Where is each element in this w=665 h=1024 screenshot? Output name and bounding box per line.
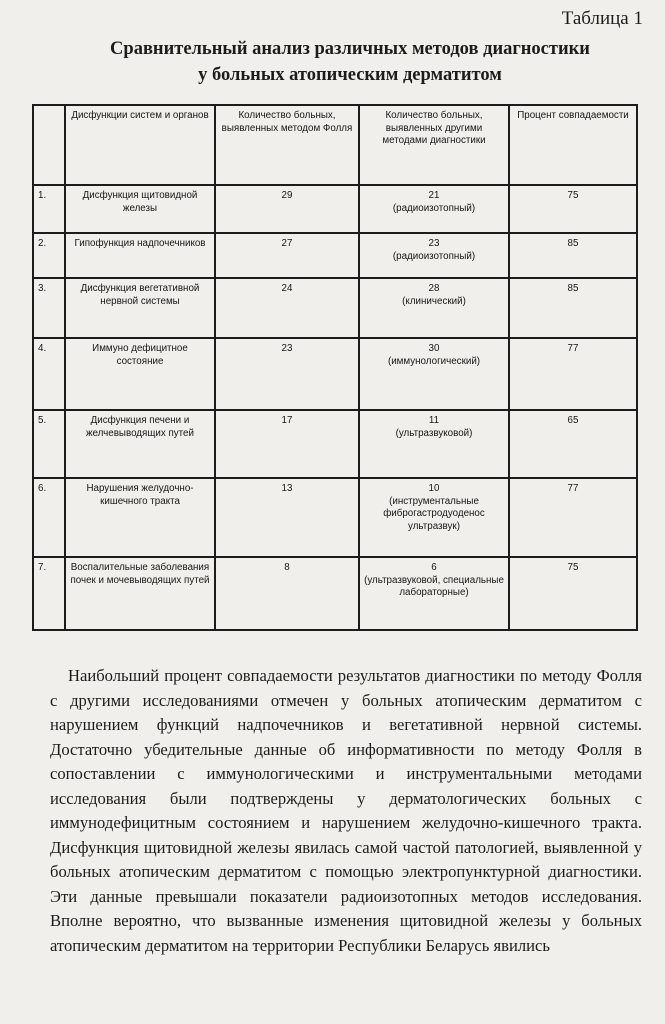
row-folle-count: 24 bbox=[215, 278, 359, 338]
row-folle-count: 17 bbox=[215, 410, 359, 478]
row-number: 5. bbox=[33, 410, 65, 478]
row-match-percent: 75 bbox=[509, 557, 637, 630]
row-other-method: (инструментальные фиброгастродуоденос ультразвук) bbox=[383, 495, 485, 532]
row-other-count-cell bbox=[359, 478, 509, 557]
row-dysfunction: Воспалительные заболевания почек и мочевыводящих путей bbox=[65, 557, 215, 630]
table-header-row bbox=[33, 105, 637, 185]
row-dysfunction: Иммуно дефицитное состояние bbox=[65, 338, 215, 410]
comparison-table bbox=[32, 104, 638, 631]
header-folle-count: Количество больных, выявленных методом Фолля bbox=[215, 105, 359, 185]
row-other-count: 10 bbox=[428, 483, 440, 494]
row-match-percent: 77 bbox=[509, 338, 637, 410]
row-other-count-cell bbox=[359, 233, 509, 278]
row-folle-count: 29 bbox=[215, 185, 359, 233]
header-dysfunction: Дисфункции систем и органов bbox=[65, 105, 215, 185]
table-row bbox=[33, 278, 637, 338]
table-row bbox=[33, 557, 637, 630]
row-dysfunction: Гипофункция надпочечников bbox=[65, 233, 215, 278]
table-number-label: Таблица 1 bbox=[561, 8, 643, 29]
table-row bbox=[33, 410, 637, 478]
row-other-count: 30 bbox=[428, 343, 440, 354]
row-dysfunction: Дисфункция вегетативной нервной системы bbox=[65, 278, 215, 338]
row-match-percent: 65 bbox=[509, 410, 637, 478]
row-match-percent: 77 bbox=[509, 478, 637, 557]
table-row bbox=[33, 233, 637, 278]
table-title bbox=[40, 36, 660, 88]
row-other-count: 11 bbox=[428, 415, 440, 426]
row-number: 3. bbox=[33, 278, 65, 338]
row-other-count-cell bbox=[359, 278, 509, 338]
row-other-method: (иммунологический) bbox=[387, 355, 481, 367]
row-number: 2. bbox=[33, 233, 65, 278]
table-title-line-1: Сравнительный анализ различных методов диагностики bbox=[110, 39, 590, 59]
row-dysfunction: Дисфункция щитовидной железы bbox=[65, 185, 215, 233]
table-row bbox=[33, 478, 637, 557]
row-folle-count: 8 bbox=[215, 557, 359, 630]
row-dysfunction: Дисфункция печени и желчевыводящих путей bbox=[65, 410, 215, 478]
row-other-method: (радиоизотопный) bbox=[392, 202, 476, 214]
row-other-count: 23 bbox=[428, 238, 440, 249]
row-number: 7. bbox=[33, 557, 65, 630]
row-other-count: 6 bbox=[431, 562, 437, 573]
row-folle-count: 27 bbox=[215, 233, 359, 278]
row-other-count-cell bbox=[359, 557, 509, 630]
header-number bbox=[33, 105, 65, 185]
row-other-method: (радиоизотопный) bbox=[392, 250, 476, 262]
row-other-method: (ультразвуковой) bbox=[395, 427, 473, 439]
table-title-line-2: у больных атопическим дерматитом bbox=[198, 65, 502, 85]
row-other-count-cell bbox=[359, 410, 509, 478]
row-folle-count: 13 bbox=[215, 478, 359, 557]
row-other-method: (клинический) bbox=[402, 295, 466, 307]
row-number: 6. bbox=[33, 478, 65, 557]
row-match-percent: 85 bbox=[509, 233, 637, 278]
table-row bbox=[33, 185, 637, 233]
row-other-count-cell bbox=[359, 185, 509, 233]
row-match-percent: 85 bbox=[509, 278, 637, 338]
body-text-block bbox=[50, 664, 642, 958]
row-other-method: (ультразвуковой, специальные лабораторные) bbox=[364, 574, 504, 598]
row-match-percent: 75 bbox=[509, 185, 637, 233]
row-folle-count: 23 bbox=[215, 338, 359, 410]
row-number: 4. bbox=[33, 338, 65, 410]
row-other-count: 21 bbox=[428, 190, 440, 201]
body-paragraph: Наибольший процент совпадаемости результатов диагностики по методу Фолля с другими исследованиями отмечен у больных атопическим дерматитом с нарушением функций надпочечников и вегетативной нервной системы. Достаточно убедительные данные об информативности по методу Фолля в сопоставлении с иммунологическими и инструментальными методами исследования были подтверждены у дерматологических больных с иммунодефицитным состоянием и нарушением желудочно-кишечного тракта. Дисфункция щитовидной железы явилась самой частой патологией, выявленной у больных атопическим дерматитом с помощью электропунктурной диагностики. Эти данные превышали показатели радиоизотопных методов исследования. Вполне вероятно, что вызванные изменения щитовидной железы у больных атопическим дерматитом на территории Республики Беларусь явились bbox=[50, 666, 642, 955]
header-match-percent: Процент совпадаемости bbox=[509, 105, 637, 185]
row-dysfunction: Нарушения желудочно-кишечного тракта bbox=[65, 478, 215, 557]
row-other-count: 28 bbox=[428, 283, 440, 294]
row-number: 1. bbox=[33, 185, 65, 233]
header-other-methods-count: Количество больных, выявленных другими методами диагностики bbox=[359, 105, 509, 185]
row-other-count-cell bbox=[359, 338, 509, 410]
table-row bbox=[33, 338, 637, 410]
